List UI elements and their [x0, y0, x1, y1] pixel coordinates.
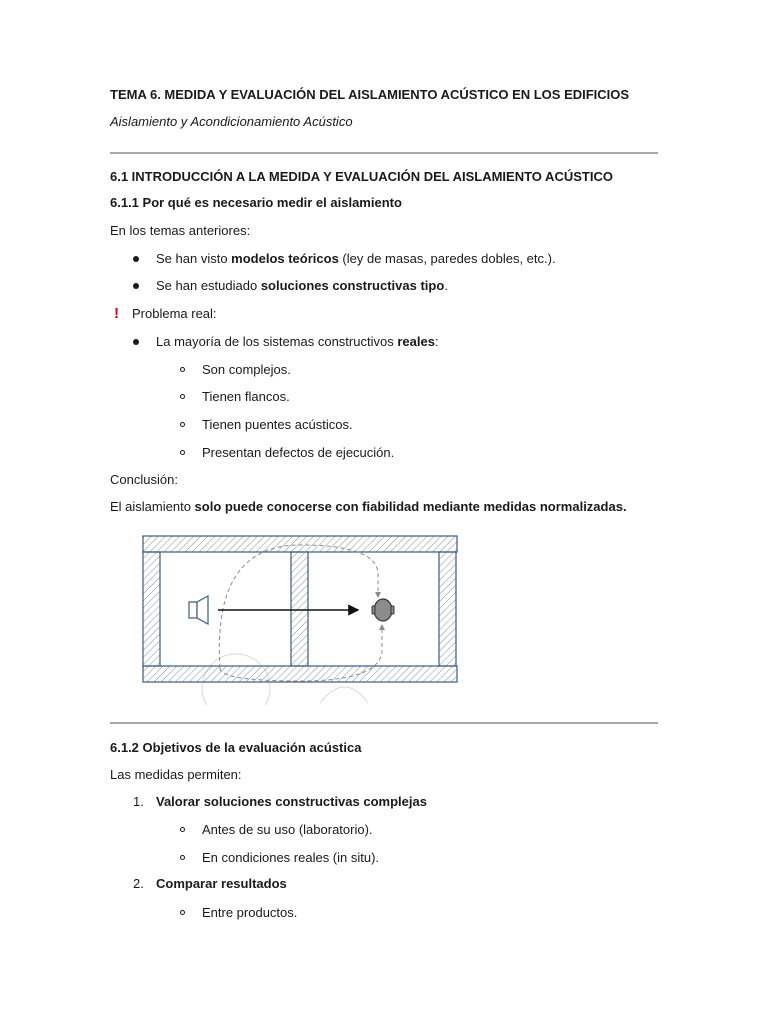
bullet-item: Se han estudiado soluciones constructivas tipo. [156, 278, 448, 293]
flanking-transmission-diagram [140, 533, 470, 705]
sub-bullet-item: En condiciones reales (in situ). [202, 850, 380, 865]
conclusion-label: Conclusión: [110, 472, 178, 487]
bullet-marker [133, 283, 139, 289]
warning-icon: ! [114, 305, 119, 322]
page-subtitle: Aislamiento y Acondicionamiento Acústico [110, 114, 353, 129]
divider [110, 152, 658, 154]
sub-bullet-item: Son complejos. [202, 362, 291, 377]
problem-label: Problema real: [132, 306, 217, 321]
floor-slab [143, 666, 457, 682]
sub-bullet-marker [180, 827, 185, 832]
divider [110, 722, 658, 724]
loudspeaker-icon [189, 596, 208, 624]
subsection-heading: 6.1.1 Por qué es necesario medir el aislamiento [110, 195, 402, 210]
flank-path-arc [320, 687, 368, 703]
bullet-marker [133, 339, 139, 345]
sub-bullet-marker [180, 394, 185, 399]
bullet-item: La mayoría de los sistemas constructivos reales: [156, 334, 439, 349]
sub-bullet-marker [180, 422, 185, 427]
bullet-item: Se han visto modelos teóricos (ley de masas, paredes dobles, etc.). [156, 251, 556, 266]
listener-icon [372, 599, 394, 621]
ceiling-slab [143, 536, 457, 552]
subsection-heading: 6.1.2 Objetivos de la evaluación acústica [110, 740, 362, 755]
section-heading: 6.1 INTRODUCCIÓN A LA MEDIDA Y EVALUACIÓN DEL AISLAMIENTO ACÚSTICO [110, 169, 613, 184]
separating-partition [291, 552, 308, 666]
list-number: 2. [133, 876, 144, 891]
paragraph: En los temas anteriores: [110, 223, 251, 238]
sub-bullet-marker [180, 855, 185, 860]
conclusion-text: El aislamiento solo puede conocerse con fiabilidad mediante medidas normalizadas. [110, 499, 627, 514]
sub-bullet-item: Antes de su uso (laboratorio). [202, 822, 373, 837]
sub-bullet-item: Presentan defectos de ejecución. [202, 445, 395, 460]
sub-bullet-item: Entre productos. [202, 905, 298, 920]
list-number: 1. [133, 794, 144, 809]
bullet-marker [133, 256, 139, 262]
sub-bullet-item: Tienen puentes acústicos. [202, 417, 353, 432]
paragraph: Las medidas permiten: [110, 767, 242, 782]
left-wall [143, 552, 160, 666]
sub-bullet-item: Tienen flancos. [202, 389, 290, 404]
sub-bullet-marker [180, 450, 185, 455]
page-title: TEMA 6. MEDIDA Y EVALUACIÓN DEL AISLAMIENTO ACÚSTICO EN LOS EDIFICIOS [110, 87, 630, 102]
sub-bullet-marker [180, 910, 185, 915]
numbered-item: Comparar resultados [156, 876, 287, 891]
sub-bullet-marker [180, 367, 185, 372]
right-wall [439, 552, 456, 666]
numbered-item: Valorar soluciones constructivas complejas [156, 794, 427, 809]
